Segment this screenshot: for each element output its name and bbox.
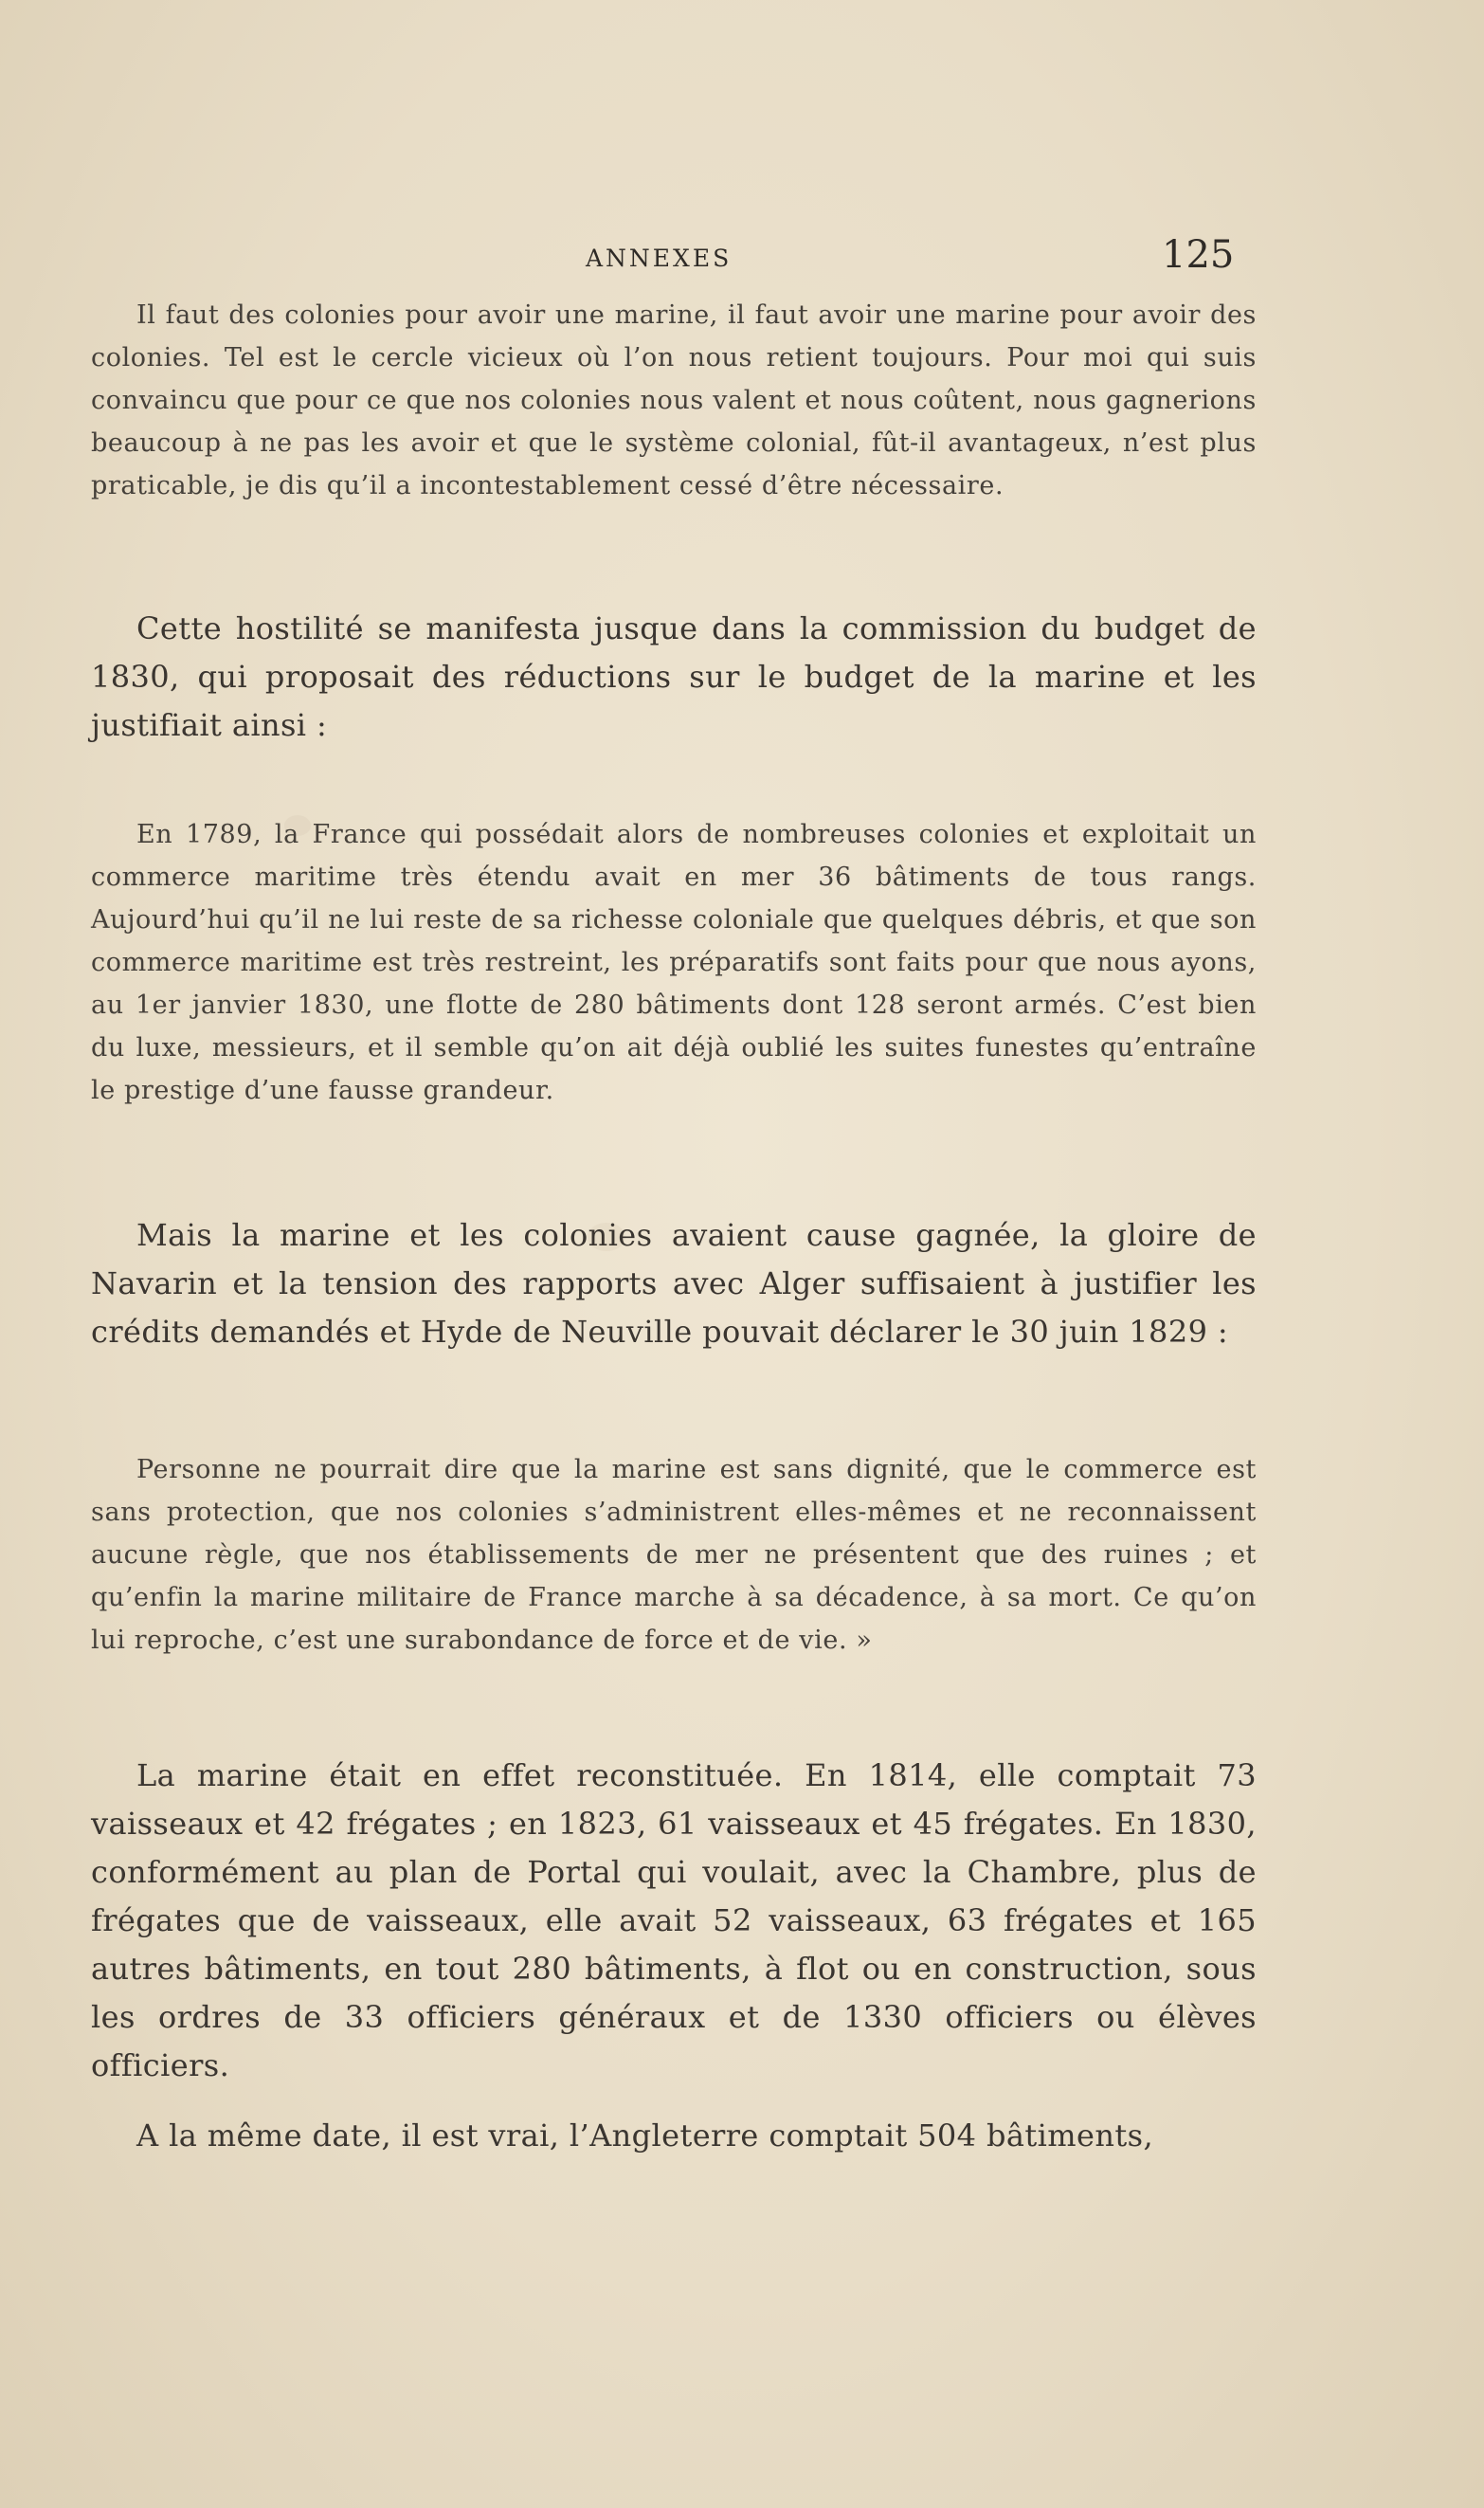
quote-paragraph: Personne ne pourrait dire que la marine est sans dignité, que le commerce est sans protection, que nos colonies s’administrent elles-mêmes et ne reconnaissent aucune règle, que nos établissements de mer ne présentent que des ruines ; et qu’enfin la marine militaire de France marche à sa décadence, à sa mort. Ce qu’on lui reproche, c’est une surabondance de force et de vie. » [91, 1455, 1257, 1655]
body-paragraph-fleet-numbers [91, 1752, 1257, 2090]
body-paragraph: Cette hostilité se manifesta jusque dans la commission du budget de 1830, qui proposait des réductions sur le budget de la marine et les justifiait ainsi : [91, 610, 1257, 743]
running-title: ANNEXES [586, 245, 733, 272]
quote-block-hyde-de-neuville [91, 1448, 1257, 1662]
quote-block-colonies [91, 294, 1257, 507]
body-paragraph: Mais la marine et les colonies avaient cause gagnée, la gloire de Navarin et la tension des rapports avec Alger suffisaient à justifier les crédits demandés et Hyde de Neuville pouvait déclarer le 30 juin 1829 : [91, 1217, 1257, 1350]
quote-paragraph: En 1789, la France qui possédait alors de nombreuses colonies et exploitait un commerce maritime très étendu avait en mer 36 bâtiments de tous rangs. Aujourd’hui qu’il ne lui reste de sa richesse coloniale que quelques débris, et que son commerce maritime est très restreint, les préparatifs sont faits pour que nous ayons, au 1er janvier 1830, une flotte de 280 bâtiments dont 128 seront armés. C’est bien du luxe, messieurs, et il semble qu’on ait déjà oublié les suites funestes qu’entraîne le prestige d’une fausse grandeur. [91, 820, 1257, 1105]
body-paragraph: A la même date, il est vrai, l’Angleterre comptait 504 bâtiments, [136, 2117, 1154, 2154]
body-paragraph-budget [91, 605, 1257, 750]
quote-block-commission [91, 813, 1257, 1112]
body-paragraph-navarin [91, 1211, 1257, 1356]
quote-paragraph: Il faut des colonies pour avoir une marine, il faut avoir une marine pour avoir des colonies. Tel est le cercle vicieux où l’on nous retient toujours. Pour moi qui suis convaincu que pour ce que nos colonies nous valent et nous coûtent, nous gagnerions beaucoup à ne pas les avoir et que le système colonial, fût-il avantageux, n’est plus praticable, je dis qu’il a incontestablement cessé d’être nécessaire. [91, 300, 1257, 500]
body-paragraph: La marine était en effet reconstituée. En 1814, elle comptait 73 vaisseaux et 42 frégates ; en 1823, 61 vaisseaux et 45 frégates. En 1830, conformément au plan de Portal qui voulait, avec la Chambre, plus de frégates que de vaisseaux, elle avait 52 vaisseaux, 63 frégates et 165 autres bâtiments, en tout 280 bâtiments, à flot ou en construction, sous les ordres de 33 officiers généraux et de 1330 officiers ou élèves officiers. [91, 1757, 1257, 2083]
body-paragraph-england [91, 2112, 1257, 2160]
page-number: 125 [1162, 233, 1235, 277]
running-head [0, 233, 1484, 282]
